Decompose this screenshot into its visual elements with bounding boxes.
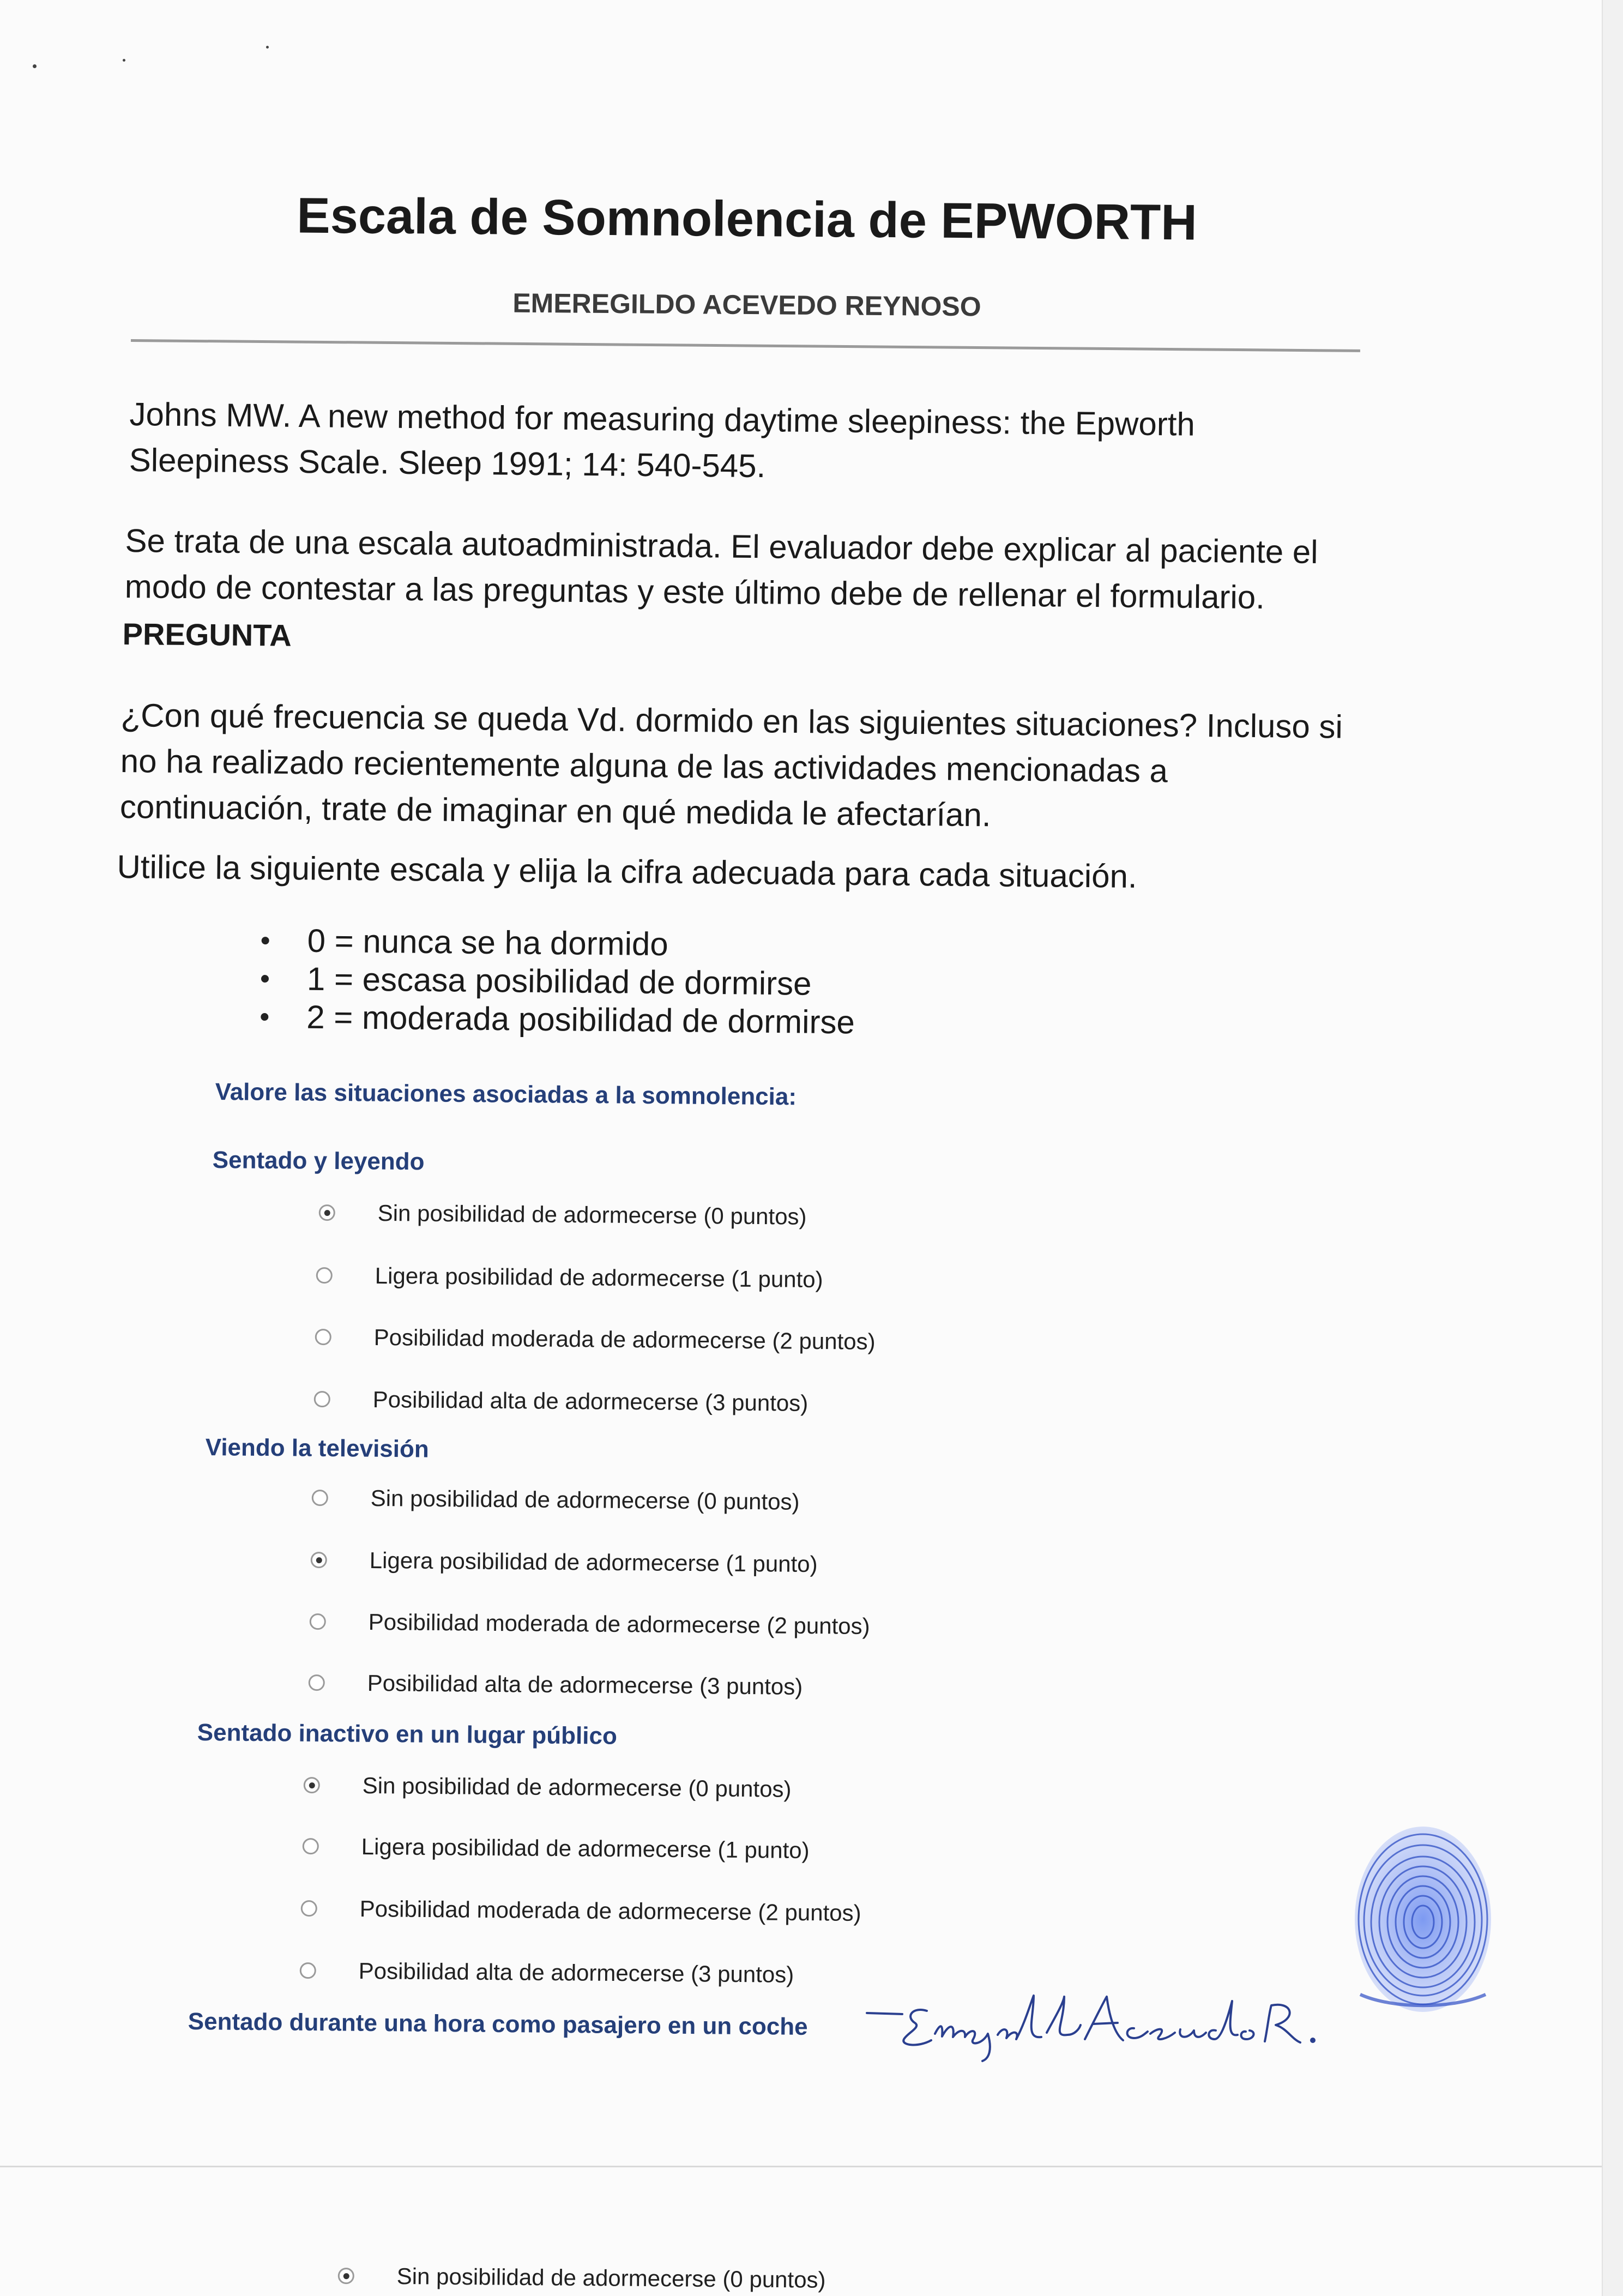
radio-button-selected[interactable] xyxy=(319,1204,335,1221)
reference-text: Johns MW. A new method for measuring daytime sleepiness: the Epworth Sleepiness Scale. Sleep 1991; 14: 540-545. xyxy=(129,395,1196,485)
option-row[interactable]: Ligera posibilidad de adormecerse (1 punto) xyxy=(316,1262,823,1293)
bullet-icon xyxy=(262,937,269,944)
fingerprint-image xyxy=(1349,1821,1497,2017)
question-text: ¿Con qué frecuencia se queda Vd. dormido en las siguientes situaciones? Incluso si no ha realizado recientemente alguna de las actividades mencionadas a continuación, trate de imaginar en qué medida le afectarían. xyxy=(119,696,1343,834)
question-title-car-passenger: Sentado durante una hora como pasajero en un coche xyxy=(188,2008,808,2040)
radio-button[interactable] xyxy=(301,1900,317,1917)
instructions-text: Se trata de una escala autoadministrada. El evaluador debe explicar al paciente el modo de contestar a las preguntas y este último debe de rellenar el formulario. xyxy=(124,522,1318,616)
scale-instruction: Utilice la siguiente escala y elija la cifra adecuada para cada situación. xyxy=(117,848,1137,895)
option-row[interactable]: Posibilidad alta de adormecerse (3 puntos) xyxy=(314,1386,809,1417)
option-row[interactable]: Posibilidad alta de adormecerse (3 puntos) xyxy=(309,1670,803,1700)
radio-button[interactable] xyxy=(303,1838,319,1854)
option-row[interactable]: Posibilidad moderada de adormecerse (2 puntos) xyxy=(301,1895,861,1926)
question-title-public-place: Sentado inactivo en un lugar público xyxy=(197,1719,618,1750)
radio-button[interactable] xyxy=(300,1962,316,1979)
radio-button-selected[interactable] xyxy=(311,1552,327,1568)
scale-list xyxy=(261,921,856,1041)
scan-speck xyxy=(33,64,37,68)
form-intro: Valore las situaciones asociadas a la somnolencia: xyxy=(215,1078,797,1111)
option-row[interactable]: Posibilidad moderada de adormecerse (2 puntos) xyxy=(315,1324,876,1355)
scale-item: 0 = nunca se ha dormido xyxy=(261,921,855,965)
option-row[interactable]: Posibilidad alta de adormecerse (3 puntos) xyxy=(300,1957,794,1988)
radio-button[interactable] xyxy=(316,1267,333,1283)
option-row[interactable]: Sin posibilidad de adormecerse (0 puntos) xyxy=(319,1200,807,1230)
scan-speck xyxy=(266,46,269,49)
question-title-reading: Sentado y leyendo xyxy=(212,1147,425,1176)
radio-button-selected[interactable] xyxy=(304,1777,320,1793)
page-title: Escala de Somnolencia de EPWORTH xyxy=(296,188,1198,251)
radio-button[interactable] xyxy=(314,1391,330,1407)
radio-button[interactable] xyxy=(312,1490,328,1506)
radio-button[interactable] xyxy=(315,1329,331,1345)
option-row[interactable]: Sin posibilidad de adormecerse (0 puntos) xyxy=(304,1772,792,1803)
patient-name: EMEREGILDO ACEVEDO REYNOSO xyxy=(512,287,981,322)
option-row[interactable]: Sin posibilidad de adormecerse (0 puntos) xyxy=(338,2263,826,2293)
handwritten-signature xyxy=(861,1985,1352,2066)
question-title-tv: Viendo la televisión xyxy=(205,1434,429,1463)
page-break-line xyxy=(0,2166,1603,2167)
option-row[interactable]: Ligera posibilidad de adormecerse (1 punto) xyxy=(311,1547,818,1577)
radio-button[interactable] xyxy=(309,1674,325,1691)
scale-item: 2 = moderada posibilidad de dormirse xyxy=(261,998,855,1041)
bullet-icon xyxy=(261,975,269,983)
option-row[interactable]: Sin posibilidad de adormecerse (0 puntos) xyxy=(312,1485,800,1515)
radio-button[interactable] xyxy=(310,1613,326,1630)
bullet-icon xyxy=(261,1013,268,1021)
option-row[interactable]: Posibilidad moderada de adormecerse (2 puntos) xyxy=(310,1608,870,1640)
header-divider xyxy=(131,339,1360,352)
scale-item: 1 = escasa posibilidad de dormirse xyxy=(261,960,855,1003)
option-row[interactable]: Ligera posibilidad de adormecerse (1 punto) xyxy=(303,1833,810,1864)
question-heading: PREGUNTA xyxy=(122,617,292,653)
scan-speck xyxy=(123,59,125,62)
scan-edge xyxy=(1602,0,1623,2296)
radio-button-selected[interactable] xyxy=(338,2268,354,2284)
